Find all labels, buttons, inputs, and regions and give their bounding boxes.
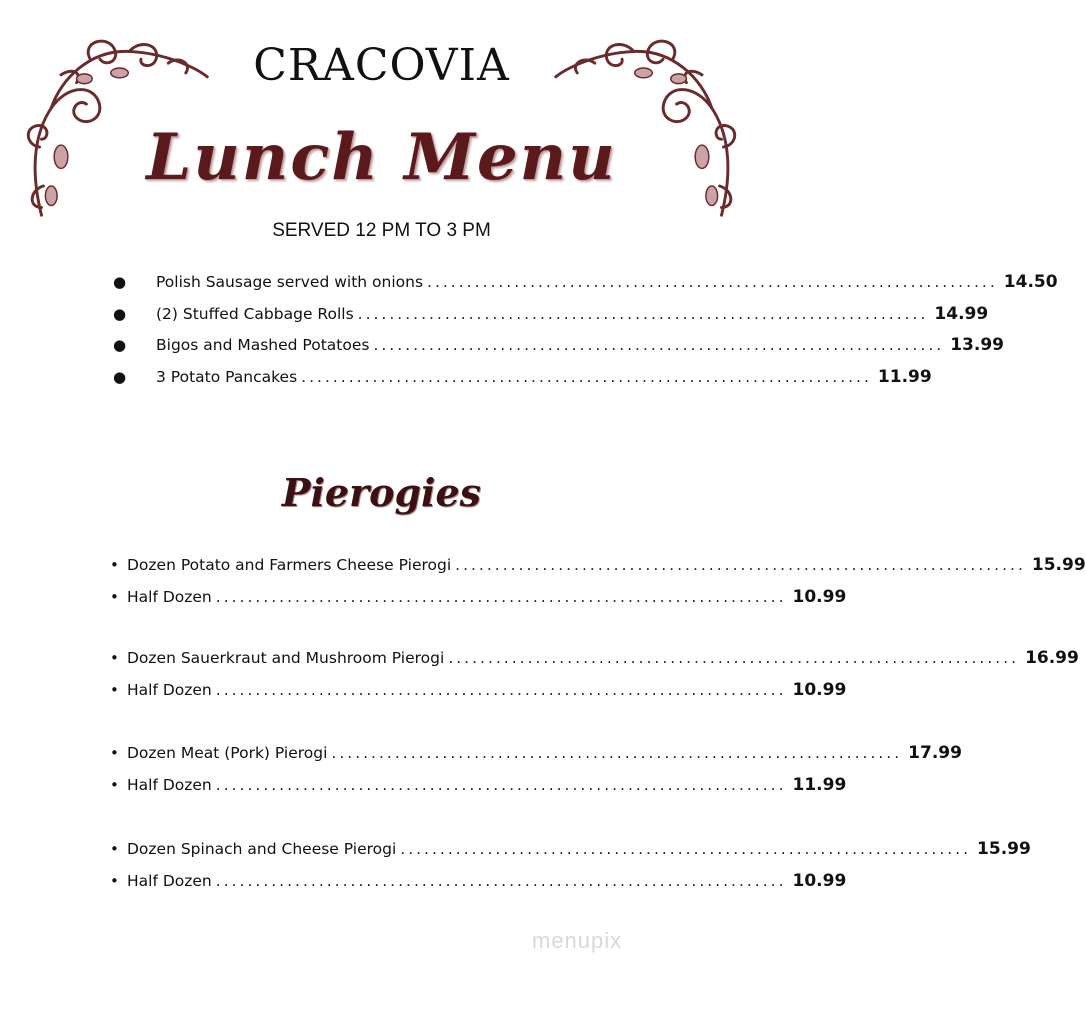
lunch-items-list xyxy=(113,272,1058,398)
item-price: 15.99 xyxy=(977,839,1031,859)
bullet-icon: • xyxy=(110,744,119,762)
item-name: Half Dozen xyxy=(127,775,212,794)
list-item xyxy=(113,272,1058,304)
pierogi-group xyxy=(110,648,1079,711)
item-price: 16.99 xyxy=(1025,648,1079,668)
bullet-icon: ● xyxy=(113,336,127,354)
watermark: menupix xyxy=(532,928,623,953)
item-price: 10.99 xyxy=(792,870,847,891)
restaurant-name: CRACOVIA xyxy=(253,40,510,91)
list-item xyxy=(110,679,847,712)
menu-title: Lunch Menu xyxy=(146,120,617,195)
list-item xyxy=(110,743,962,775)
item-name: Bigos and Mashed Potatoes xyxy=(156,336,370,354)
item-price: 15.99 xyxy=(1031,555,1086,575)
item-name: Half Dozen xyxy=(127,871,212,890)
pierogi-group xyxy=(110,839,1031,902)
item-name: Half Dozen xyxy=(127,680,212,699)
bullet-icon: • xyxy=(110,775,119,794)
item-price: 14.50 xyxy=(1003,272,1058,292)
item-price: 11.99 xyxy=(877,366,932,387)
item-name: Dozen Spinach and Cheese Pierogi xyxy=(127,840,397,858)
bullet-icon: ● xyxy=(113,304,127,323)
list-item xyxy=(113,303,989,336)
leader-dots: ........................................................................ xyxy=(373,336,945,354)
item-price: 10.99 xyxy=(792,586,847,607)
bullet-icon: • xyxy=(110,840,119,858)
item-price: 11.99 xyxy=(792,774,847,795)
item-name: Polish Sausage served with onions xyxy=(156,273,424,291)
bullet-icon: • xyxy=(110,587,119,606)
served-hours: SERVED 12 PM TO 3 PM xyxy=(272,220,491,241)
item-name: (2) Stuffed Cabbage Rolls xyxy=(156,304,354,323)
item-price: 14.99 xyxy=(934,303,989,324)
bullet-icon: ● xyxy=(113,367,127,386)
bullet-icon: • xyxy=(110,649,119,667)
bullet-icon: • xyxy=(110,871,119,890)
pierogi-group xyxy=(110,555,1086,618)
list-item xyxy=(113,366,932,399)
item-price: 17.99 xyxy=(908,743,962,763)
bullet-icon: • xyxy=(110,680,119,699)
pierogi-group xyxy=(110,743,962,806)
item-price: 10.99 xyxy=(792,679,847,700)
item-name: Dozen Meat (Pork) Pierogi xyxy=(127,744,328,762)
leader-dots: ........................................................................ xyxy=(357,304,929,323)
pierogies-section-title: Pierogies xyxy=(281,470,482,515)
leader-dots: ........................................................................ xyxy=(448,649,1020,667)
bullet-icon: • xyxy=(110,556,119,574)
leader-dots: ........................................................................ xyxy=(455,556,1026,574)
leader-dots: ........................................................................ xyxy=(301,367,872,386)
leader-dots: ........................................................................ xyxy=(215,871,787,890)
list-item xyxy=(113,335,1004,367)
bullet-icon: ● xyxy=(113,273,127,291)
leader-dots: ........................................................................ xyxy=(215,587,787,606)
leader-dots: ........................................................................ xyxy=(215,775,787,794)
list-item xyxy=(110,774,847,807)
item-name: 3 Potato Pancakes xyxy=(156,367,298,386)
list-item xyxy=(110,586,847,619)
item-price: 13.99 xyxy=(950,335,1004,355)
item-name: Half Dozen xyxy=(127,587,212,606)
leader-dots: ........................................................................ xyxy=(427,273,998,291)
item-name: Dozen Sauerkraut and Mushroom Pierogi xyxy=(127,649,445,667)
list-item xyxy=(110,870,847,903)
list-item xyxy=(110,839,1031,871)
list-item xyxy=(110,648,1079,680)
list-item xyxy=(110,555,1086,587)
leader-dots: ........................................................................ xyxy=(215,680,787,699)
leader-dots: ........................................................................ xyxy=(331,744,903,762)
item-name: Dozen Potato and Farmers Cheese Pierogi xyxy=(127,556,452,574)
leader-dots: ........................................................................ xyxy=(400,840,972,858)
